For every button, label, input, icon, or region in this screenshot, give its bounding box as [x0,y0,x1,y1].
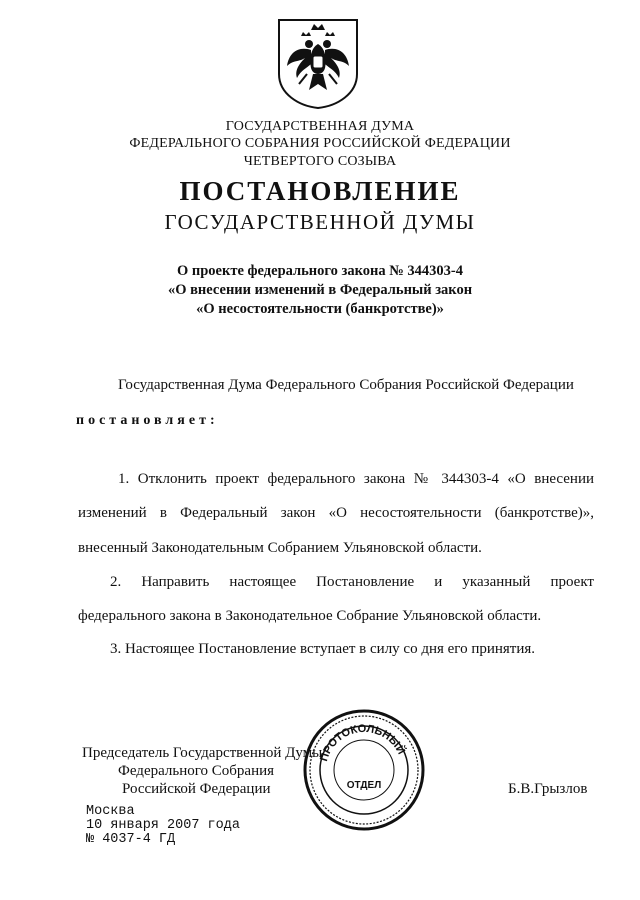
preamble: Государственная Дума Федерального Собрания Российской Федерации [118,377,574,393]
svg-text:ПРОТОКОЛЬНЫЙ [318,723,408,763]
stamp-center-text: ОТДЕЛ [346,780,382,791]
seal-stamp-icon [302,708,426,832]
signatory-position-line-1: Председатель Государственной Думы [82,745,323,761]
subject-line-3: «О несостоятельности (банкротстве)» [196,301,444,317]
item-3-line-1: 3. Настоящее Постановление вступает в силу со дня его принятия. [110,641,536,657]
header-line-1: ГОСУДАРСТВЕННАЯ ДУМА [225,119,415,134]
header-line-3: ЧЕТВЕРТОГО СОЗЫВА [243,154,397,169]
item-1-line-2: изменений в Федеральный закон «О несостоятельности (банкротстве)», [78,505,594,521]
resolves-heading: постановляет: [76,413,219,428]
item-2-line-1: 2. Направить настоящее Постановление и указанный проект [110,574,594,590]
signatory-name: Б.В.Грызлов [508,781,588,797]
subject-line-1: О проекте федерального закона № 344303-4 [176,263,464,279]
item-1-line-3: внесенный Законодательным Собранием Ульяновской области. [78,540,482,556]
subject-line-2: «О внесении изменений в Федеральный закон [167,282,473,298]
footer-number: № 4037-4 ГД [86,832,176,847]
document-subtitle: ГОСУДАРСТВЕННОЙ ДУМЫ [164,210,476,234]
header-line-2: ФЕДЕРАЛЬНОГО СОБРАНИЯ РОССИЙСКОЙ ФЕДЕРАЦИИ [129,136,511,151]
coat-of-arms-icon [271,14,365,110]
signatory-position-line-2: Федерального Собрания [118,763,275,779]
item-1-line-1: 1. Отклонить проект федерального закона № 344303-4 «О внесении [118,471,594,487]
item-2-line-2: федерального закона в Законодательное Собрание Ульяновской области. [78,608,542,624]
stamp-top-text: ПРОТОКОЛЬНЫЙ [318,722,408,763]
footer-date: 10 января 2007 года [86,818,240,833]
signatory-position-line-3: Российской Федерации [122,781,271,797]
document-title: ПОСТАНОВЛЕНИЕ [179,176,461,206]
footer-city: Москва [86,804,135,819]
